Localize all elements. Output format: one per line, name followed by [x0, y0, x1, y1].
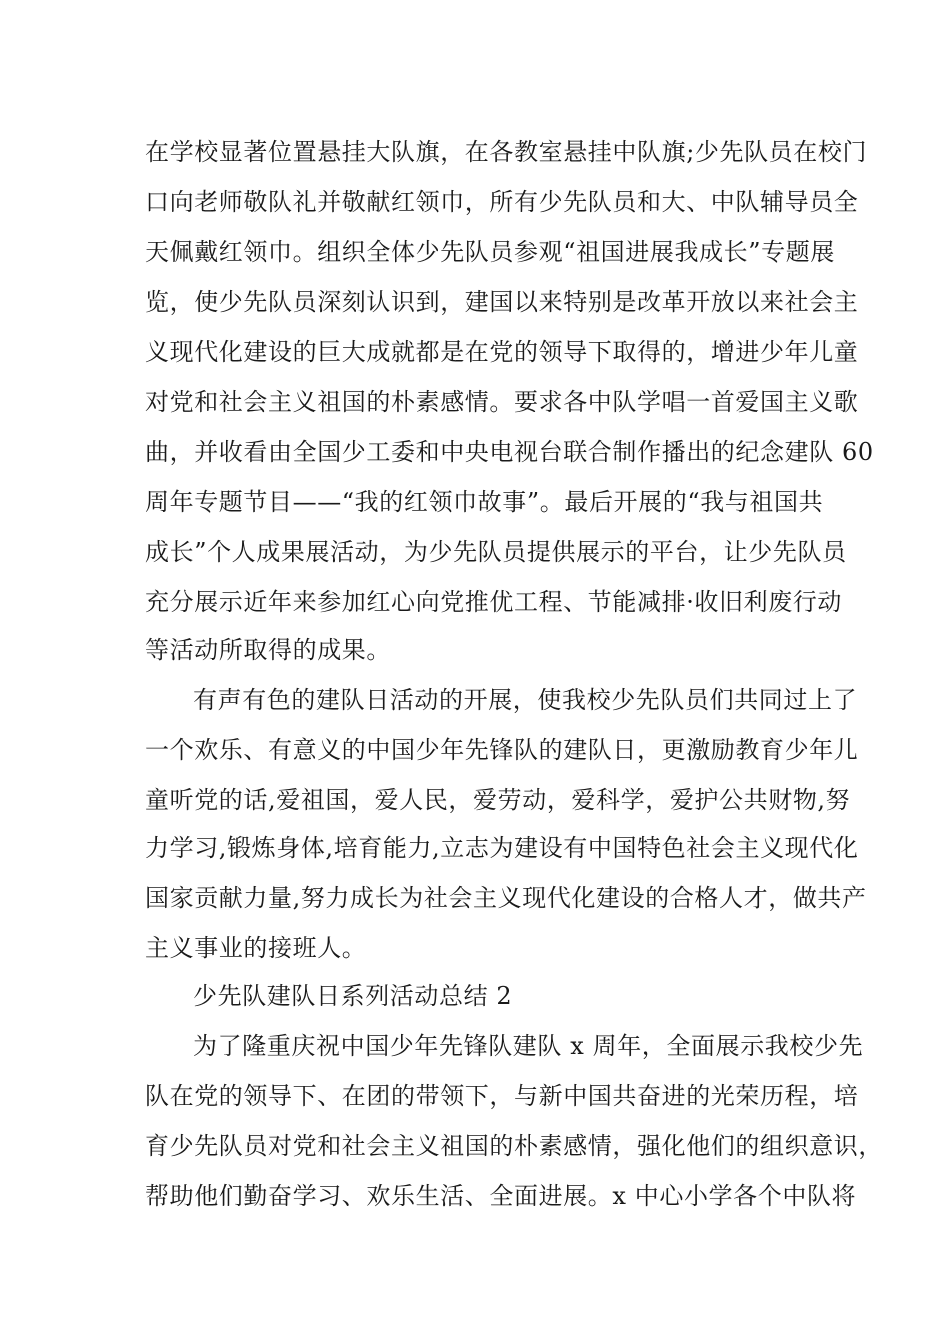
text-line: 天佩戴红领巾。组织全体少先队员参观“祖国进展我成长”专题展 — [145, 238, 835, 266]
text-line: 义现代化建设的巨大成就都是在党的领导下取得的，增进少年儿童 — [145, 338, 859, 366]
paragraph-start-line: 有声有色的建队日活动的开展，使我校少先队员们共同过上了 — [193, 686, 858, 714]
text-line: 成长”个人成果展活动，为少先队员提供展示的平台，让少先队员 — [145, 538, 847, 566]
text-line: 队在党的领导下、在团的带领下，与新中国共奋进的光荣历程，培 — [145, 1082, 859, 1110]
text-line: 周年专题节目——“我的红领巾故事”。最后开展的“我与祖国共 — [145, 488, 824, 516]
text-line: 口向老师敬队礼并敬献红领巾，所有少先队员和大、中队辅导员全 — [145, 188, 859, 216]
text-line: 充分展示近年来参加红心向党推优工程、节能减排·收旧利废行动 — [145, 588, 843, 616]
text-line: 帮助他们勤奋学习、欢乐生活、全面进展。x 中心小学各个中队将 — [145, 1182, 857, 1210]
text-line: 主义事业的接班人。 — [145, 934, 367, 962]
text-line: 等活动所取得的成果。 — [145, 636, 391, 664]
paragraph-start-line: 为了隆重庆祝中国少年先锋队建队 x 周年，全面展示我校少先 — [193, 1032, 864, 1060]
text-line: 览，使少先队员深刻认识到，建国以来特别是改革开放以来社会主 — [145, 288, 859, 316]
text-line: 在学校显著位置悬挂大队旗，在各教室悬挂中队旗;少先队员在校门 — [145, 138, 868, 166]
section-heading: 少先队建队日系列活动总结 2 — [193, 982, 513, 1010]
text-line: 一个欢乐、有意义的中国少年先锋队的建队日，更激励教育少年儿 — [145, 736, 859, 764]
text-line: 育少先队员对党和社会主义祖国的朴素感情，强化他们的组织意识， — [145, 1132, 883, 1160]
text-line: 国家贡献力量,努力成长为社会主义现代化建设的合格人才，做共产 — [145, 884, 867, 912]
text-line: 力学习,锻炼身体,培育能力,立志为建设有中国特色社会主义现代化 — [145, 834, 859, 862]
text-line: 对党和社会主义祖国的朴素感情。要求各中队学唱一首爱国主义歌 — [145, 388, 859, 416]
text-line: 曲，并收看由全国少工委和中央电视台联合制作播出的纪念建队 60 — [145, 438, 874, 466]
text-line: 童听党的话,爱祖国，爱人民，爱劳动，爱科学，爱护公共财物,努 — [145, 786, 851, 814]
